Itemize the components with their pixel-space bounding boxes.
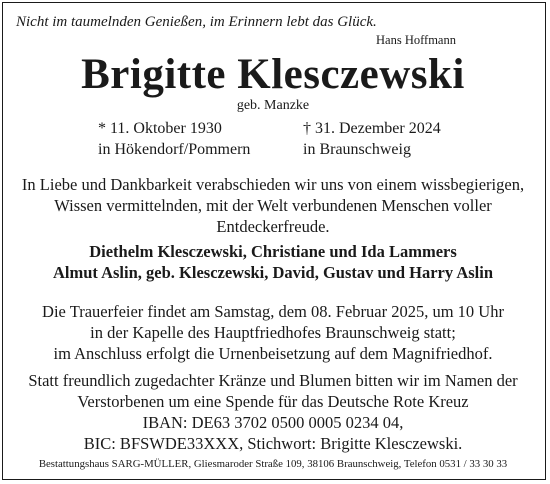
death-info [303, 118, 441, 160]
death-place: in Braunschweig [303, 141, 411, 158]
epigraph-quote: Nicht im taumelnden Genießen, im Erinnern lebt das Glück. [16, 14, 377, 30]
farewell-line: Wissen vermittelnden, mit der Welt verbundenen Menschen voller [54, 196, 492, 215]
donation-line: Verstorbenen um eine Spende für das Deutsche Rote Kreuz [77, 392, 469, 411]
funeral-line: im Anschluss erfolgt die Urnenbeisetzung auf dem Magnifriedhof. [53, 344, 493, 363]
birth-info [98, 118, 250, 160]
bic-line: BIC: BFSWDE33XXX, Stichwort: Brigitte Klesczewski. [83, 434, 463, 453]
funeral-line: in der Kapelle des Hauptfriedhofes Braunschweig statt; [90, 323, 456, 342]
farewell-line: In Liebe und Dankbarkeit verabschieden wir uns von einem wissbegierigen, [21, 175, 525, 194]
funeral-home-footer: Bestattungshaus SARG-MÜLLER, Gliesmaroder Straße 109, 38106 Braunschweig, Telefon 0531 / 33 30 33 [38, 458, 508, 470]
deceased-name: Brigitte Klesczewski [81, 51, 465, 98]
mourners-line: Diethelm Klesczewski, Christiane und Ida Lammers [89, 242, 457, 261]
birth-date: * 11. Oktober 1930 [98, 120, 222, 137]
donation-request [0, 370, 546, 454]
death-date: † 31. Dezember 2024 [303, 120, 441, 137]
quote-author: Hans Hoffmann [376, 33, 456, 47]
funeral-details [0, 301, 546, 364]
funeral-line: Die Trauerfeier findet am Samstag, dem 08. Februar 2025, um 10 Uhr [42, 302, 504, 321]
maiden-name: geb. Manzke [236, 98, 310, 113]
mourners-line: Almut Aslin, geb. Klesczewski, David, Gustav und Harry Aslin [52, 263, 494, 282]
farewell-paragraph [0, 174, 546, 237]
donation-line: Statt freundlich zugedachter Kränze und Blumen bitten wir im Namen der [28, 371, 518, 390]
iban-line: IBAN: DE63 3702 0500 0005 0234 04, [142, 413, 404, 432]
mourners-list [0, 241, 546, 283]
farewell-line: Entdeckerfreude. [216, 217, 330, 236]
birth-place: in Hökendorf/Pommern [98, 141, 251, 158]
